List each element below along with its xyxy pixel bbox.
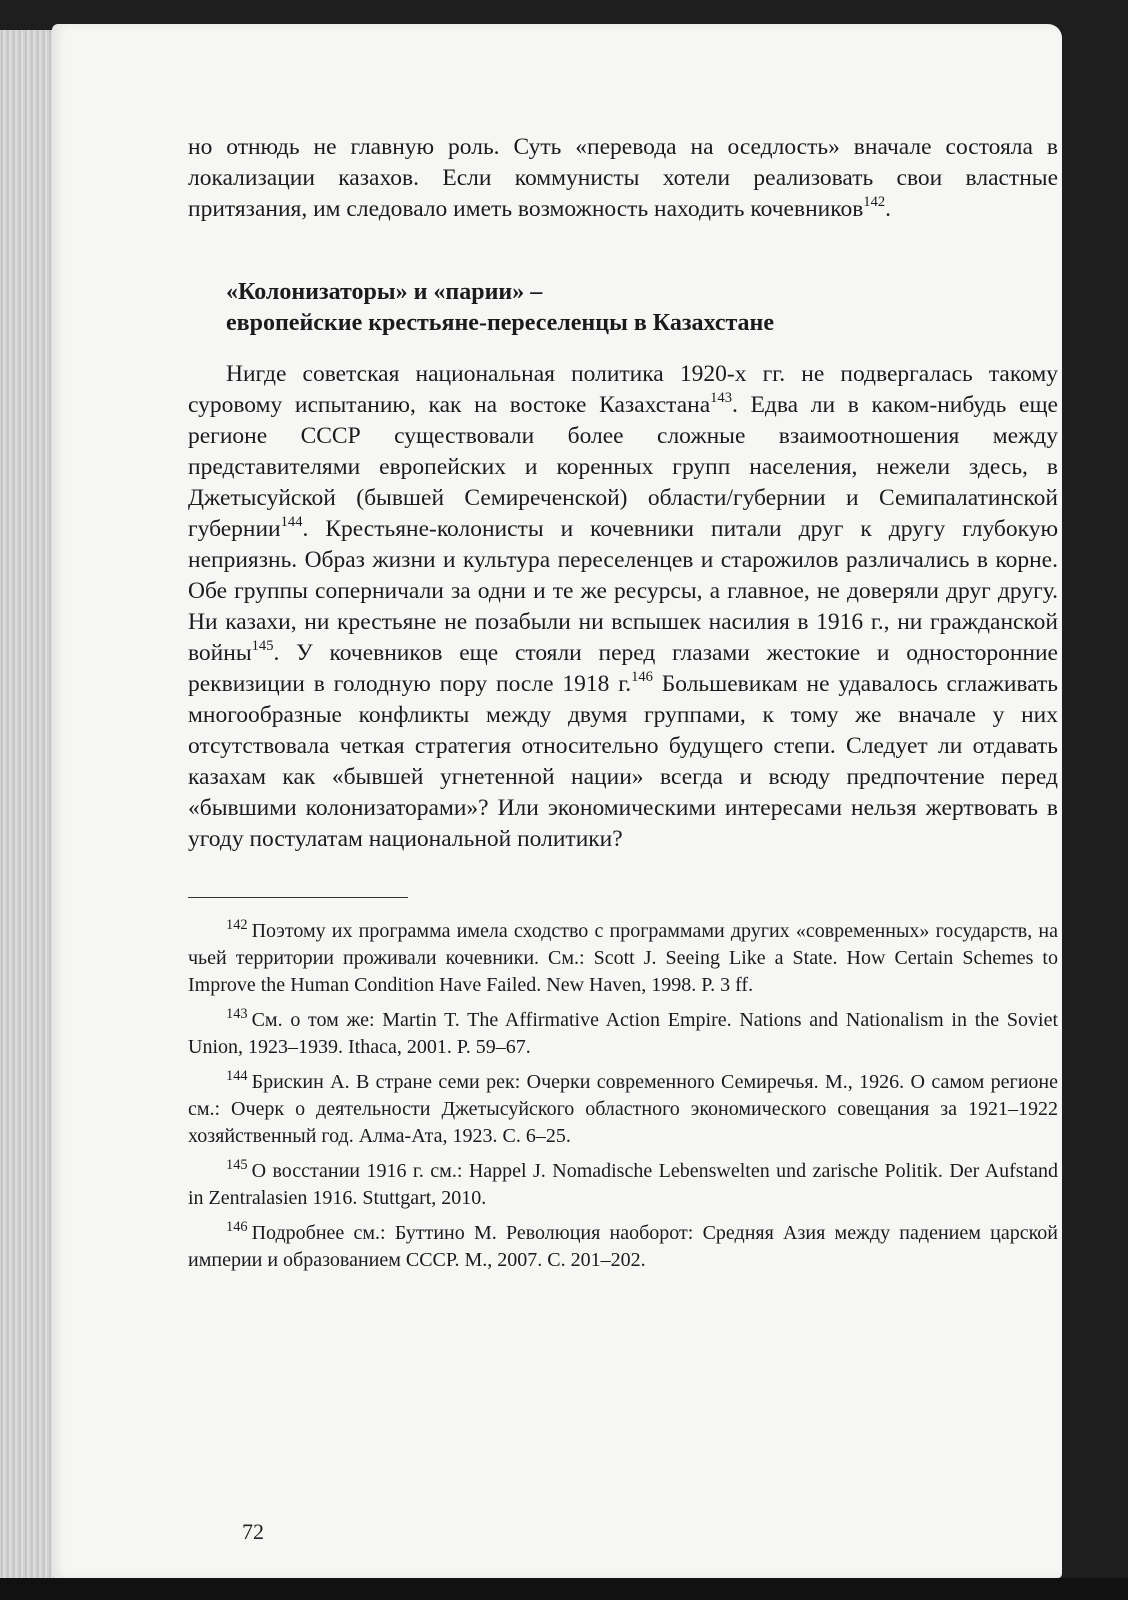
footnote-text: См. о том же: Martin T. The Affirmative Action Empire. Nations and Nationalism in the Soviet Union, 1923–1939. Ithaca, 2001. P. 59–67. [188,1009,1058,1058]
paragraph-text: . Крестьяне-колонисты и кочевники питали друг к другу глубокую неприязнь. Образ жизни и культура переселенцев и старожилов различались в корне. Обе группы соперничали за одни и те же ресурсы, а главное, не доверяли друг другу. Ни казахи, ни крестьяне не позабыли ни вспышек насилия в 1916 г., ни гражданской войны [188,516,1058,666]
paragraph-text: Большевикам не удавалось сглаживать многообразные конфликты между двумя группами, к тому же вначале у них отсутствовала четкая стратегия относительно будущего степи. Следует ли отдавать казахам как «бывшей угнетенной нации» всегда и всюду предпочтение перед «бывшими колонизаторами»? Или экономическими интересами нельзя жертвовать в угоду постулатам национальной политики? [188,671,1058,852]
footnote-number: 143 [226,1006,248,1023]
heading-line-1: «Колонизаторы» и «парии» – [226,279,543,305]
scan-bottom-strip [0,1578,1128,1600]
footnote-146 [188,1220,1058,1274]
footnote-number: 146 [226,1219,248,1236]
footnote-number: 142 [226,917,248,934]
page-number: 72 [242,1519,264,1544]
footnote-divider [188,897,408,898]
footnote-ref[interactable]: 144 [280,513,303,530]
book-page [52,24,1062,1578]
section-heading [226,277,1058,339]
paragraph-main [188,359,1058,855]
paragraph-text: . [885,196,892,222]
footnote-text: О восстании 1916 г. см.: Happel J. Nomadische Lebenswelten und zarische Politik. Der Aufstand in Zentralasien 1916. Stuttgart, 2010. [188,1160,1058,1209]
footnote-ref[interactable]: 145 [251,637,274,654]
footnote-ref[interactable]: 146 [631,668,653,685]
paragraph-text: но отнюдь не главную роль. Суть «перевода на оседлость» вначале состояла в локализации казахов. Если коммунисты хотели реализовать свои властные притязания, им следовало иметь возможность находить кочевников [188,134,1058,222]
footnote-ref[interactable]: 142 [863,193,886,210]
page-content [188,132,1058,1282]
paragraph-continued [188,132,1058,225]
paragraph-text: . У кочевников еще стояли перед глазами жестокие и односторонние реквизиции в голодную пору после 1918 г. [188,640,1058,697]
footnotes [188,918,1058,1274]
footnote-text: Брискин А. В стране семи рек: Очерки современного Семиречья. М., 1926. О самом регионе см.: Очерк о деятельности Джетысуйского областного экономического совещания за 1921–1922 хозяйственный год. Алма-Ата, 1923. С. 6–25. [188,1071,1058,1147]
footnote-ref[interactable]: 143 [710,389,732,406]
footnote-number: 144 [226,1068,248,1085]
heading-line-2: европейские крестьяне-переселенцы в Казахстане [226,310,775,336]
paragraph-text: Нигде советская национальная политика 1920-х гг. не подвергалась такому суровому испытанию, как на востоке Казахстана [188,361,1058,418]
footnote-number: 145 [226,1157,248,1174]
footnote-143 [188,1007,1058,1061]
footnote-142 [188,918,1058,999]
footnote-text: Подробнее см.: Буттино М. Революция наоборот: Средняя Азия между падением царской империи и образованием СССР. М., 2007. С. 201–202. [188,1222,1058,1271]
footnote-144 [188,1069,1058,1150]
paragraph-text: . Едва ли в каком-нибудь еще регионе СССР существовали более сложные взаимоотношения между представителями европейских и коренных групп населения, нежели здесь, в Джетысуйской (бывшей Семиреченской) области/губернии и Семипалатинской губернии [188,392,1058,542]
footnote-text: Поэтому их программа имела сходство с программами других «современных» государств, на чьей территории проживали кочевники. См.: Scott J. Seeing Like a State. How Certain Schemes to Improve the Human Condition Have Failed. New Haven, 1998. P. 3 ff. [188,920,1058,996]
footnote-145 [188,1158,1058,1212]
